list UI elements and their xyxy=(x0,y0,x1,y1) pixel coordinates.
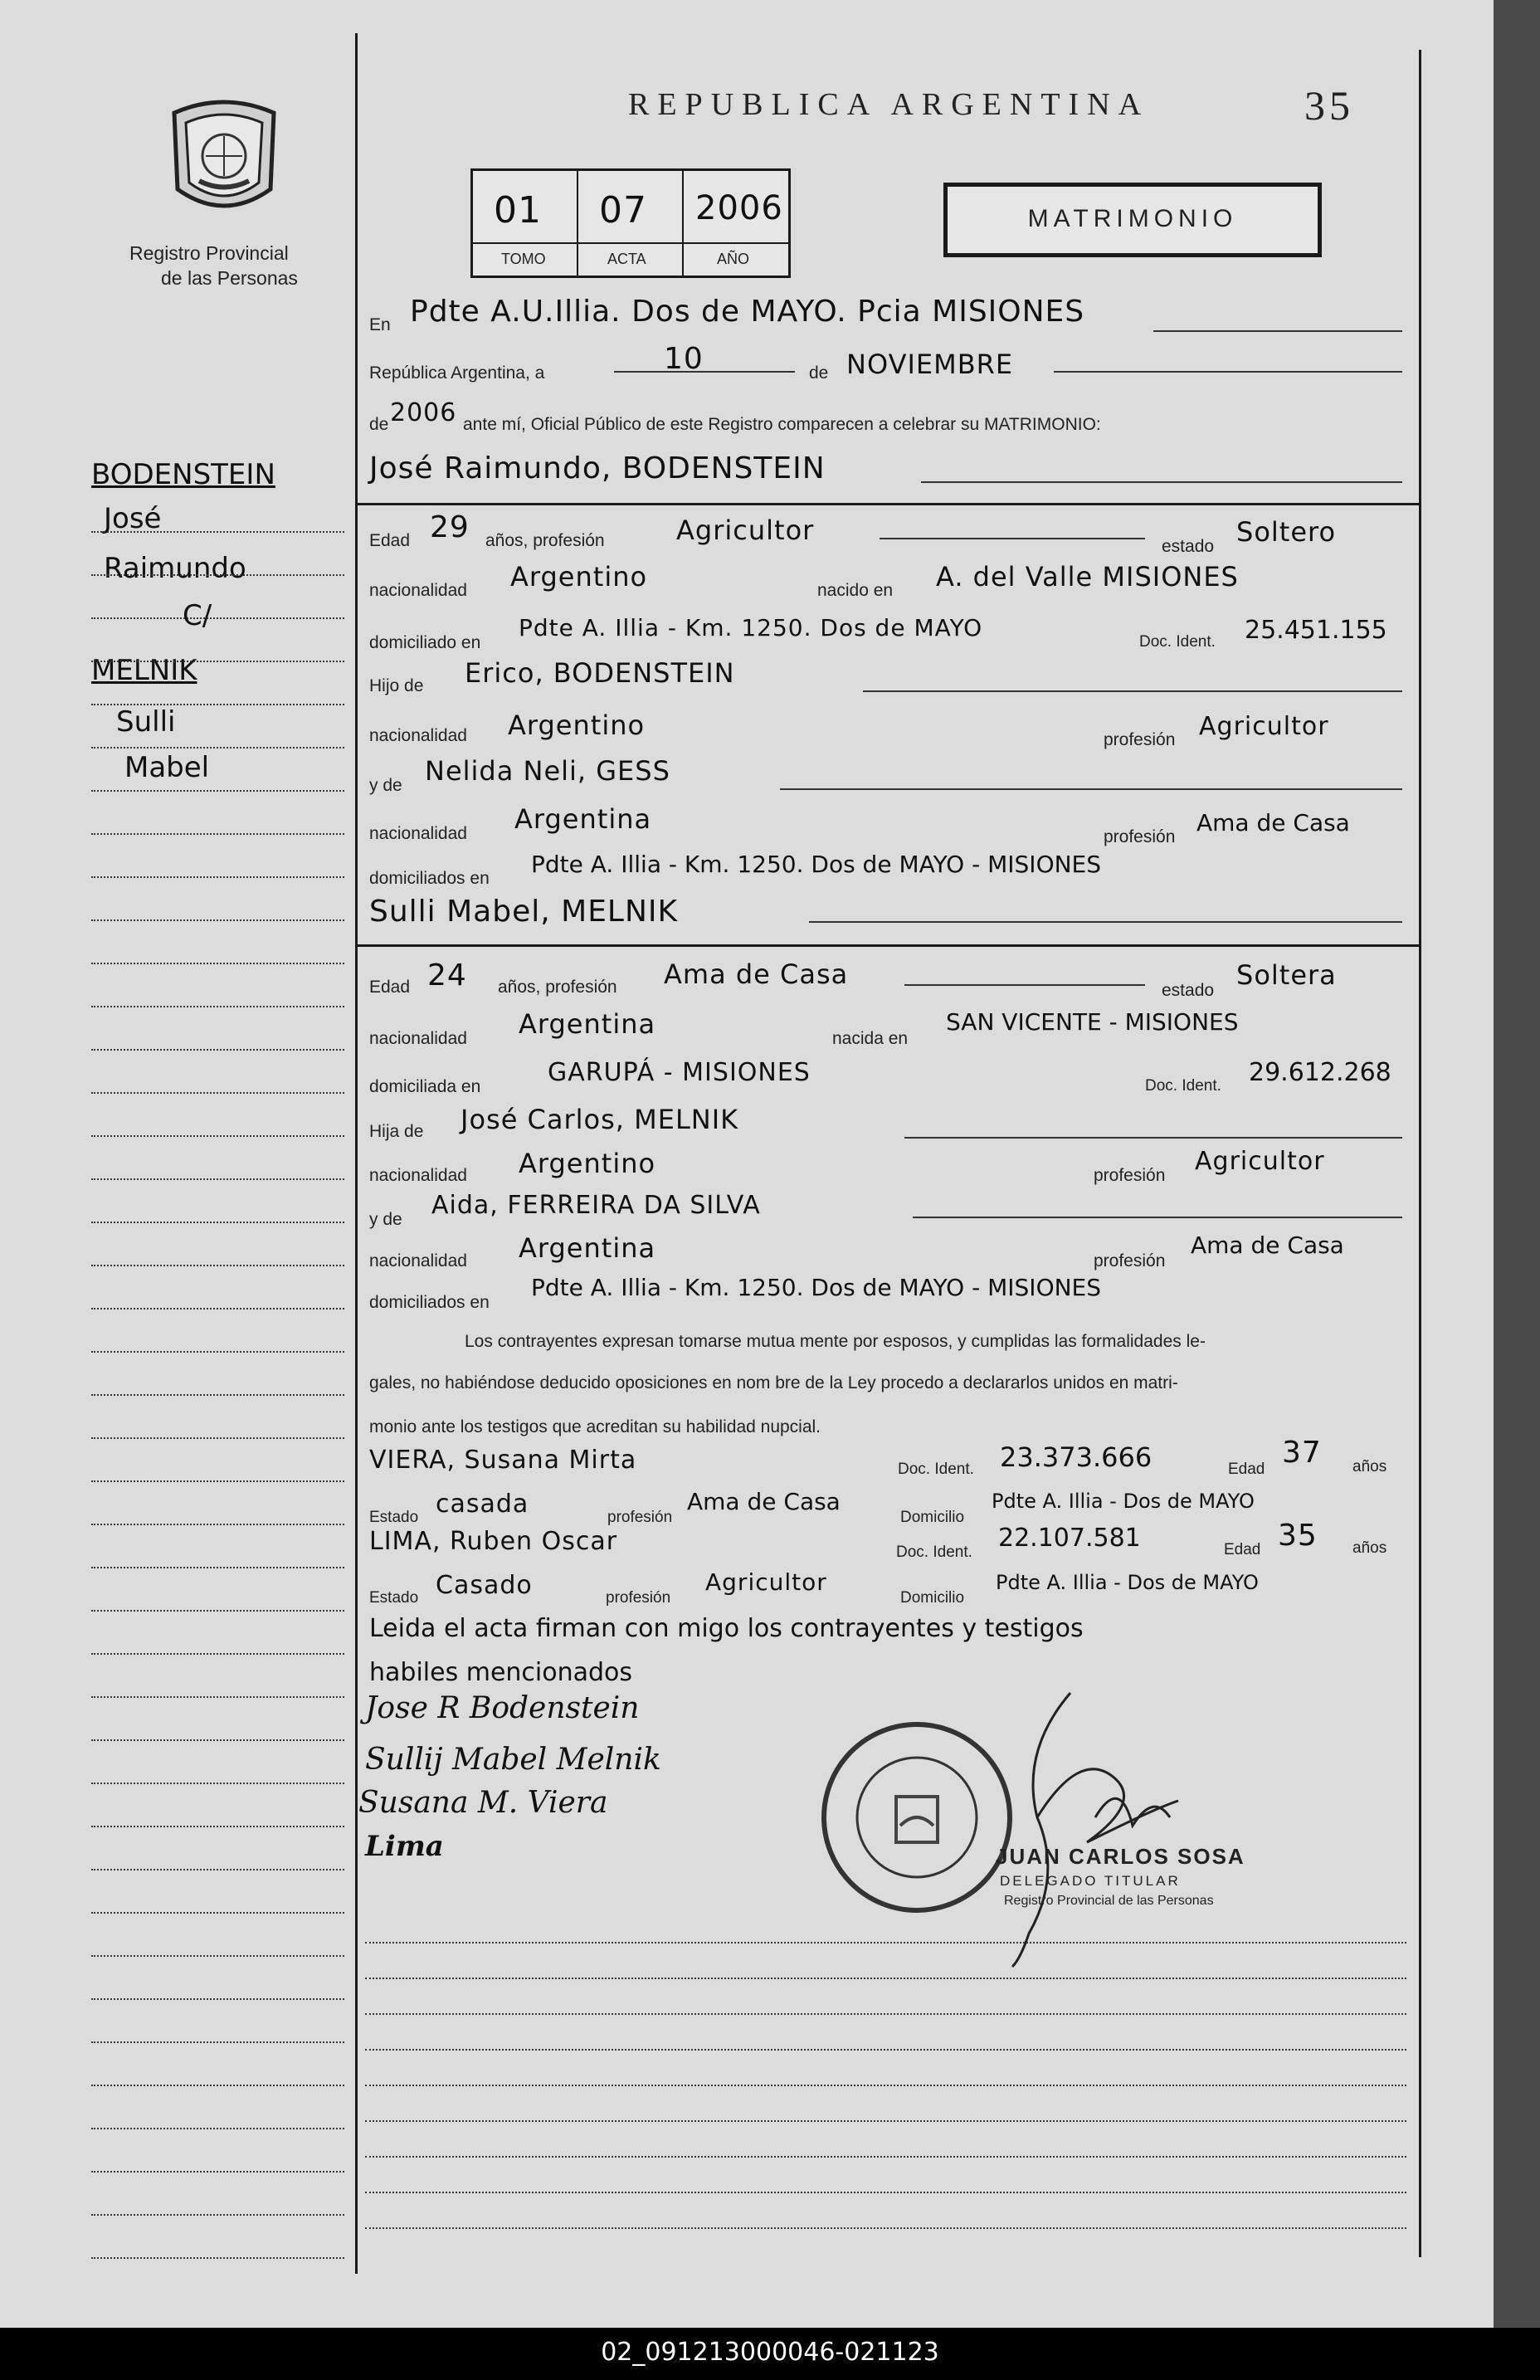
scan-code: 02_091213000046-021123 xyxy=(601,2338,939,2367)
witness1-dom-label: Domicilio xyxy=(900,1509,965,1526)
groom-yde-label: y de xyxy=(369,776,402,795)
bride-estado: Soltera xyxy=(1236,959,1337,991)
ruled-dotted-line xyxy=(91,2041,344,2043)
groom-nacionalidad: Argentino xyxy=(510,561,648,593)
declaration-line1: Los contrayentes expresan tomarse mutua mente por esposos, y cumplidas las formalidades le- xyxy=(465,1332,1206,1351)
bride-prof-label: años, profesión xyxy=(498,978,617,997)
witness2-edad-label: Edad xyxy=(1224,1541,1261,1558)
ruled-dotted-line xyxy=(91,617,344,619)
ruled-dotted-line xyxy=(91,1739,344,1741)
ruled-dotted-line xyxy=(365,2192,1406,2193)
ruled-dotted-line xyxy=(91,1524,344,1525)
ruled-dotted-line xyxy=(365,1978,1406,1979)
year-prefix-label: de xyxy=(369,415,389,434)
bride-padre-prof: Agricultor xyxy=(1195,1147,1325,1176)
stamp-office: Registro Provincial de las Personas xyxy=(1004,1894,1214,1908)
right-margin-rule xyxy=(1419,50,1421,2257)
groom-padre-prof-label: profesión xyxy=(1104,730,1176,749)
margin-given2: Raimundo xyxy=(104,552,246,585)
groom-padre-nac-label: nacionalidad xyxy=(369,726,467,745)
page-number: 35 xyxy=(1304,82,1354,129)
record-type-box xyxy=(943,183,1322,257)
ruled-dotted-line xyxy=(91,2085,344,2086)
bride-doms: Pdte A. Illia - Km. 1250. Dos de MAYO - MISIONES xyxy=(531,1274,1102,1301)
witness2-prof-label: profesión xyxy=(606,1589,671,1607)
groom-edad: 29 xyxy=(430,510,470,544)
ruled-dotted-line xyxy=(365,1942,1406,1944)
groom-prof-label: años, profesión xyxy=(485,531,605,550)
ruled-dotted-line xyxy=(91,1912,344,1914)
bride-doc: 29.612.268 xyxy=(1249,1058,1391,1087)
ruled-dotted-line xyxy=(91,531,344,533)
ruled-dotted-line xyxy=(91,661,344,662)
groom-doc: 25.451.155 xyxy=(1245,616,1387,645)
ruled-dotted-line xyxy=(365,2227,1406,2229)
ruled-dotted-line xyxy=(91,1308,344,1309)
official-round-stamp xyxy=(817,1718,1016,1917)
acta-value: 07 xyxy=(599,189,647,232)
republica-label: República Argentina, a xyxy=(369,363,545,383)
witness2-domicilio: Pdte A. Illia - Dos de MAYO xyxy=(996,1571,1259,1594)
left-margin-rule xyxy=(355,33,358,2274)
place-value: Pdte A.U.Illia. Dos de MAYO. Pcia MISIONES xyxy=(410,295,1085,329)
ruled-dotted-line xyxy=(91,1783,344,1784)
ruled-dotted-line xyxy=(91,747,344,749)
groom-name-line xyxy=(921,481,1402,483)
witness1-prof-label: profesión xyxy=(607,1509,673,1526)
month-value: NOVIEMBRE xyxy=(846,349,1014,380)
ruled-dotted-line xyxy=(91,1351,344,1353)
ruled-dotted-line xyxy=(91,2128,344,2129)
ruled-dotted-line xyxy=(91,1480,344,1482)
groom-madre: Nelida Neli, GESS xyxy=(425,755,670,787)
ruled-dotted-line xyxy=(91,2214,344,2216)
en-label: En xyxy=(369,315,391,334)
bride-nacionalidad: Argentina xyxy=(519,1008,656,1040)
ruled-dotted-line xyxy=(91,1869,344,1870)
groom-domicilio: Pdte A. Illia - Km. 1250. Dos de MAYO xyxy=(519,614,983,641)
groom-madre-nac-label: nacionalidad xyxy=(369,824,467,843)
stamp-official-name: JUAN CARLOS SOSA xyxy=(996,1844,1245,1869)
witness2-doc: 22.107.581 xyxy=(998,1524,1141,1553)
ruled-dotted-line xyxy=(91,1998,344,2000)
groom-padre-prof: Agricultor xyxy=(1199,712,1329,741)
declaration-line3: monio ante los testigos que acreditan su habilidad nupcial. xyxy=(369,1417,821,1436)
ruled-dotted-line xyxy=(91,1653,344,1655)
groom-estado: Soltero xyxy=(1236,516,1337,548)
groom-padre-nac: Argentino xyxy=(508,710,646,741)
margin-surname2: MELNIK xyxy=(91,654,197,687)
groom-madre-prof-label: profesión xyxy=(1104,827,1176,846)
bride-hija-label: Hija de xyxy=(369,1122,424,1141)
stamp-official-role: DELEGADO TITULAR xyxy=(1000,1873,1181,1889)
bride-doms-label: domiciliados en xyxy=(369,1293,490,1312)
bride-nacida-label: nacida en xyxy=(832,1029,909,1048)
closing-line2: habiles mencionados xyxy=(369,1658,633,1687)
groom-dom-label: domiciliado en xyxy=(369,633,481,652)
ruled-dotted-line xyxy=(91,1394,344,1396)
closing-line1: Leida el acta firman con migo los contrayentes y testigos xyxy=(369,1614,1084,1643)
groom-hijo-label: Hijo de xyxy=(369,676,424,695)
ruled-dotted-line xyxy=(91,963,344,964)
intro-text: ante mí, Oficial Público de este Registro comparecen a celebrar su MATRIMONIO: xyxy=(463,415,1101,434)
margin-given3: Sulli xyxy=(116,705,176,739)
de-label: de xyxy=(809,363,829,383)
declaration-line2: gales, no habiéndose deducido oposiciones en nom bre de la Ley procedo a declararlos unidos en matri- xyxy=(369,1373,1178,1392)
bride-padre: José Carlos, MELNIK xyxy=(461,1104,739,1135)
groom-prof-line xyxy=(880,538,1145,539)
bride-domicilio: GARUPÁ - MISIONES xyxy=(548,1058,811,1087)
ruled-dotted-line xyxy=(91,876,344,878)
bride-madre-prof-label: profesión xyxy=(1094,1251,1166,1270)
witness1-estado-label: Estado xyxy=(369,1509,419,1526)
witness2-edad: 35 xyxy=(1278,1519,1318,1553)
official-signature xyxy=(987,1676,1203,1975)
groom-doms-label: domiciliados en xyxy=(369,869,490,888)
bride-prof-line xyxy=(904,984,1145,986)
signature-bride: Sullij Mabel Melnik xyxy=(365,1743,661,1777)
day-value: 10 xyxy=(664,342,704,376)
registry-name-line2: de las Personas xyxy=(161,267,298,289)
witness2-name: LIMA, Ruben Oscar xyxy=(369,1527,618,1556)
witness2-anos-label: años xyxy=(1352,1539,1387,1557)
bride-nacida: SAN VICENTE - MISIONES xyxy=(946,1008,1239,1036)
witness1-doc-label: Doc. Ident. xyxy=(898,1461,974,1478)
ruled-dotted-line xyxy=(91,1696,344,1698)
scan-footer xyxy=(0,2328,1540,2380)
groom-edad-label: Edad xyxy=(369,531,411,550)
witness1-name: VIERA, Susana Mirta xyxy=(369,1446,637,1475)
witness1-edad: 37 xyxy=(1282,1436,1322,1470)
bride-padre-line xyxy=(904,1137,1402,1139)
day-line xyxy=(614,371,795,373)
groom-nacido-label: nacido en xyxy=(817,581,894,600)
groom-madre-line xyxy=(780,788,1402,790)
groom-padre: Erico, BODENSTEIN xyxy=(465,657,735,689)
record-number-box xyxy=(470,168,791,278)
witness1-anos-label: años xyxy=(1352,1458,1387,1475)
groom-estado-label: estado xyxy=(1162,537,1215,556)
ruled-dotted-line xyxy=(91,574,344,576)
ruled-dotted-line xyxy=(365,2120,1406,2122)
groom-profesion: Agricultor xyxy=(676,515,815,546)
groom-full-name: José Raimundo, BODENSTEIN xyxy=(369,451,826,485)
bride-doc-label: Doc. Ident. xyxy=(1145,1077,1221,1095)
witness2-dom-label: Domicilio xyxy=(900,1589,965,1607)
margin-given4: Mabel xyxy=(124,751,210,784)
ruled-dotted-line xyxy=(91,1178,344,1180)
groom-padre-line xyxy=(863,690,1402,692)
anio-value: 2006 xyxy=(695,189,783,227)
bride-madre-line xyxy=(913,1217,1402,1218)
registry-name-line1: Registro Provincial xyxy=(129,242,289,264)
groom-doms: Pdte A. Illia - Km. 1250. Dos de MAYO - MISIONES xyxy=(531,851,1102,878)
groom-doc-label: Doc. Ident. xyxy=(1139,633,1216,651)
year-value: 2006 xyxy=(390,398,457,427)
bride-yde-label: y de xyxy=(369,1210,402,1229)
ruled-dotted-line xyxy=(91,1006,344,1007)
tomo-label: TOMO xyxy=(501,251,546,267)
witness1-domicilio: Pdte A. Illia - Dos de MAYO xyxy=(992,1490,1255,1513)
groom-madre-nac: Argentina xyxy=(514,803,652,835)
witness1-edad-label: Edad xyxy=(1228,1461,1265,1478)
ruled-dotted-line xyxy=(91,1610,344,1612)
tomo-value: 01 xyxy=(494,189,542,232)
margin-given1: José xyxy=(104,502,162,535)
margin-surname: BODENSTEIN xyxy=(91,458,275,491)
groom-nac-label: nacionalidad xyxy=(369,581,467,600)
bride-padre-nac-label: nacionalidad xyxy=(369,1166,467,1185)
bride-section-rule xyxy=(357,944,1421,947)
groom-madre-prof: Ama de Casa xyxy=(1196,809,1350,836)
ruled-dotted-line xyxy=(365,2085,1406,2086)
witness2-estado-label: Estado xyxy=(369,1589,419,1607)
groom-nacido: A. del Valle MISIONES xyxy=(936,561,1239,593)
ruled-dotted-line xyxy=(91,1222,344,1223)
bride-nac-label: nacionalidad xyxy=(369,1029,467,1048)
record-type: MATRIMONIO xyxy=(1027,205,1238,232)
bride-name-line xyxy=(809,921,1402,923)
witness1-estado: casada xyxy=(436,1490,529,1519)
ruled-dotted-line xyxy=(91,2257,344,2259)
ruled-dotted-line xyxy=(91,1135,344,1137)
ruled-dotted-line xyxy=(91,790,344,792)
ruled-dotted-line xyxy=(91,919,344,921)
ruled-dotted-line xyxy=(365,2013,1406,2015)
anio-label: AÑO xyxy=(717,251,750,267)
witness2-estado: Casado xyxy=(436,1571,533,1600)
ruled-dotted-line xyxy=(91,1826,344,1827)
witness1-profesion: Ama de Casa xyxy=(687,1488,841,1515)
bride-dom-label: domiciliada en xyxy=(369,1077,481,1096)
bride-madre: Aida, FERREIRA DA SILVA xyxy=(431,1191,761,1220)
signature-groom: Jose R Bodenstein xyxy=(365,1691,640,1725)
bride-padre-prof-label: profesión xyxy=(1094,1166,1166,1185)
bride-madre-nac: Argentina xyxy=(519,1232,656,1264)
ruled-dotted-line xyxy=(91,1092,344,1094)
ruled-dotted-line xyxy=(91,1437,344,1439)
registry-seal xyxy=(158,98,290,222)
place-line xyxy=(1153,330,1402,332)
ruled-dotted-line xyxy=(91,1955,344,1957)
bride-profesion: Ama de Casa xyxy=(664,958,849,990)
signature-witness2: Lima xyxy=(365,1830,444,1863)
bride-madre-nac-label: nacionalidad xyxy=(369,1251,467,1270)
scan-edge xyxy=(1494,0,1540,2328)
witness2-profesion: Agricultor xyxy=(705,1568,827,1596)
signature-witness1: Susana M. Viera xyxy=(358,1786,608,1820)
bride-padre-nac: Argentino xyxy=(519,1148,656,1179)
ruled-dotted-line xyxy=(91,2171,344,2173)
document-title: REPUBLICA ARGENTINA xyxy=(628,87,1150,122)
ruled-dotted-line xyxy=(91,1567,344,1568)
bride-estado-label: estado xyxy=(1162,981,1215,1000)
margin-conj: C/ xyxy=(183,599,212,632)
ruled-dotted-line xyxy=(365,2156,1406,2158)
bride-full-name: Sulli Mabel, MELNIK xyxy=(369,895,679,929)
ruled-dotted-line xyxy=(365,2049,1406,2051)
ruled-dotted-line xyxy=(91,833,344,835)
ruled-dotted-line xyxy=(91,1265,344,1266)
witness2-doc-label: Doc. Ident. xyxy=(896,1544,972,1561)
bride-madre-prof: Ama de Casa xyxy=(1191,1231,1344,1259)
witness1-doc: 23.373.666 xyxy=(1000,1441,1153,1473)
bride-edad-label: Edad xyxy=(369,978,411,997)
acta-label: ACTA xyxy=(607,251,646,267)
bride-edad: 24 xyxy=(427,958,467,992)
ruled-dotted-line xyxy=(91,1049,344,1051)
groom-section-rule xyxy=(357,503,1421,505)
month-line xyxy=(1054,371,1402,373)
ruled-dotted-line xyxy=(91,704,344,705)
